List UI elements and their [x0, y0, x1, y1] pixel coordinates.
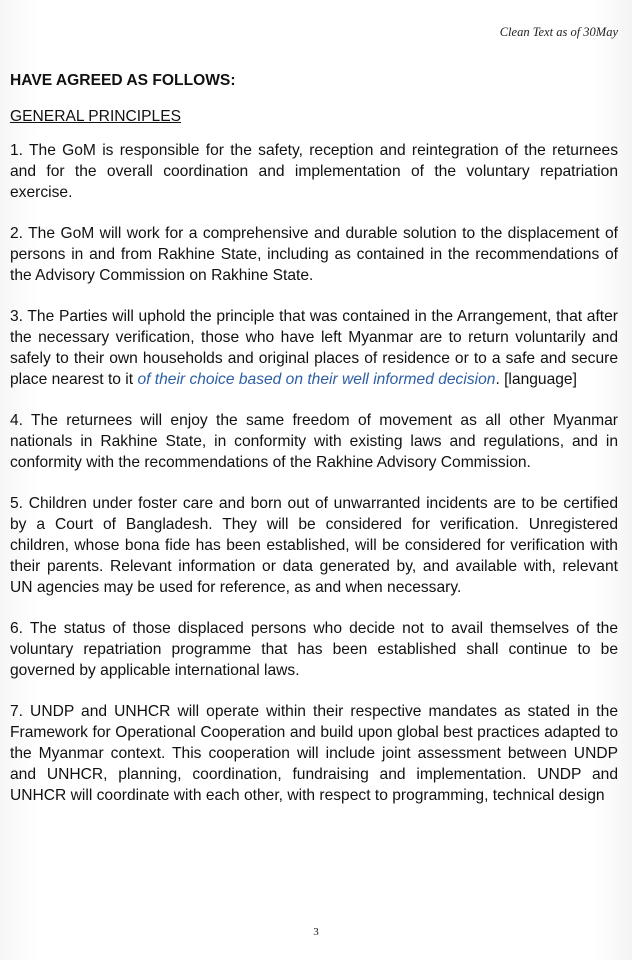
agreement-heading: HAVE AGREED AS FOLLOWS: — [10, 72, 236, 89]
section-title: GENERAL PRINCIPLES — [10, 108, 182, 125]
paragraph-4 — [10, 410, 618, 473]
highlighted-language: of their choice based on their well informed decision — [137, 371, 496, 388]
paragraph-1 — [10, 140, 618, 203]
draft-status-note: Clean Text as of 30May — [499, 25, 618, 39]
paragraph-text: 6. The status of those displaced persons who decide not to avail themselves of the voluntary repatriation programme that has been established shall continue to be governed by applicable international laws. — [10, 620, 618, 679]
page-number: 3 — [313, 926, 319, 938]
paragraph-suffix: . [language] — [495, 371, 577, 388]
paragraph-7 — [10, 701, 618, 806]
paragraph-text: 7. UNDP and UNHCR will operate within their respective mandates as stated in the Framework for Operational Cooperation and build upon global best practices adapted to the Myanmar context. This cooperation will include joint assessment between UNDP and UNHCR, planning, coordination, fundraising and implementation. UNDP and UNHCR will coordinate with each other, with respect to programming, technical design — [10, 703, 618, 804]
paragraph-5 — [10, 493, 618, 598]
paragraph-text: 4. The returnees will enjoy the same freedom of movement as all other Myanmar nationals in Rakhine State, in conformity with existing laws and regulations, and in conformity with the recommendations of the Rakhine Advisory Commission. — [10, 412, 618, 471]
paragraph-3 — [10, 306, 618, 390]
paragraph-text: 1. The GoM is responsible for the safety, reception and reintegration of the returnees and for the overall coordination and implementation of the voluntary repatriation exercise. — [10, 142, 618, 201]
document-body — [10, 70, 618, 826]
paragraph-text: 2. The GoM will work for a comprehensive and durable solution to the displacement of persons in and from Rakhine State, including as contained in the recommendations of the Advisory Commission on Rakhine State. — [10, 225, 618, 284]
paragraph-6 — [10, 618, 618, 681]
paragraph-text: 3. The Parties will uphold the principle that was contained in the Arrangement, that after the necessary verification, those who have left Myanmar are to return voluntarily and safely to their own households and original places of residence or to a safe and secure place nearest to it — [10, 308, 618, 388]
paragraph-2 — [10, 223, 618, 286]
paragraph-text: 5. Children under foster care and born out of unwarranted incidents are to be certified by a Court of Bangladesh. They will be considered for verification. Unregistered children, whose bona fide has been established, will be considered for verification with their parents. Relevant information or data generated by, and available with, relevant UN agencies may be used for reference, as and when necessary. — [10, 495, 618, 596]
